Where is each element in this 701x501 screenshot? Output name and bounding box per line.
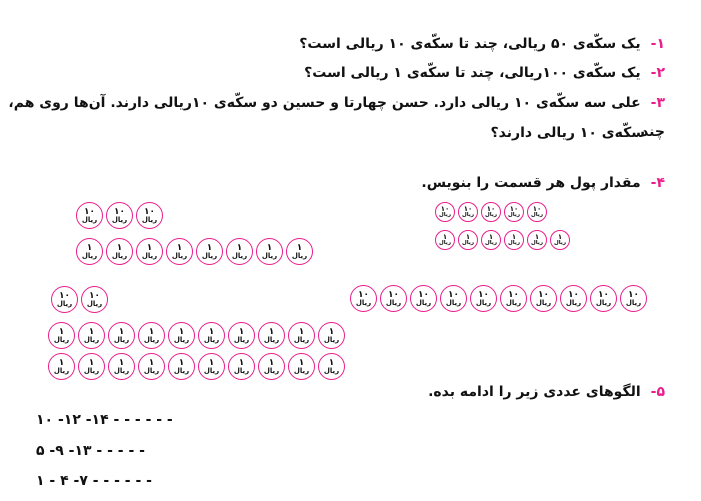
coin-unit: ریال bbox=[263, 366, 280, 375]
coin-unit: ریال bbox=[385, 298, 402, 307]
coin-unit: ریال bbox=[83, 335, 100, 344]
coin-unit: ریال bbox=[263, 335, 280, 344]
question-2 bbox=[304, 59, 665, 88]
question-text: سکّه‌ی ۱۰ ریالی دارند؟ bbox=[490, 125, 645, 141]
coin-unit: ریال bbox=[484, 239, 498, 246]
coin-value: ۱۰ bbox=[598, 289, 609, 300]
coin-1-rial bbox=[226, 238, 253, 265]
coin-unit: ریال bbox=[293, 335, 310, 344]
coin-10-rial bbox=[435, 202, 455, 222]
coin-unit: ریال bbox=[565, 298, 582, 307]
coin-10-rial bbox=[350, 285, 377, 312]
coin-value: ۱ bbox=[236, 242, 243, 253]
coin-10-rial bbox=[458, 202, 478, 222]
coin-value: ۱۰ bbox=[509, 204, 519, 213]
coin-10-rial bbox=[470, 285, 497, 312]
coin-1-rial bbox=[108, 353, 135, 380]
question-number: ۲- bbox=[650, 65, 665, 81]
coin-unit: ریال bbox=[355, 298, 372, 307]
coin-value: ۱۰ bbox=[440, 204, 450, 213]
coin-1-rial bbox=[136, 238, 163, 265]
coin-value: ۱ bbox=[442, 232, 448, 241]
coin-value: ۱ bbox=[116, 242, 123, 253]
coin-1-rial bbox=[258, 353, 285, 380]
coin-value: ۱ bbox=[146, 242, 153, 253]
coin-value: ۱۰ bbox=[388, 289, 399, 300]
coin-1-rial bbox=[288, 353, 315, 380]
coin-unit: ریال bbox=[438, 239, 452, 246]
coin-value: ۱ bbox=[266, 242, 273, 253]
coin-1-rial bbox=[108, 322, 135, 349]
coin-1-rial bbox=[76, 238, 103, 265]
coin-10-rial bbox=[76, 202, 103, 229]
coin-10-rial bbox=[51, 286, 78, 313]
coin-10-rial bbox=[504, 202, 524, 222]
coin-unit: ریال bbox=[323, 335, 340, 344]
coin-10-rial bbox=[136, 202, 163, 229]
coin-value: ۱ bbox=[118, 326, 125, 337]
coin-value: ۱۰ bbox=[568, 289, 579, 300]
question-3-continued bbox=[491, 119, 645, 148]
coin-1-rial bbox=[550, 230, 570, 250]
coin-unit: ریال bbox=[291, 251, 308, 260]
coin-value: ۱ bbox=[118, 357, 125, 368]
coin-value: ۱ bbox=[268, 357, 275, 368]
coin-unit: ریال bbox=[143, 366, 160, 375]
coin-value: ۱ bbox=[148, 357, 155, 368]
coin-unit: ریال bbox=[141, 215, 158, 224]
coin-1-rial bbox=[318, 322, 345, 349]
coin-unit: ریال bbox=[507, 239, 521, 246]
coin-1-rial bbox=[78, 322, 105, 349]
coin-unit: ریال bbox=[261, 251, 278, 260]
coin-10-rial bbox=[380, 285, 407, 312]
question-text: علی سه سکّه‌ی ۱۰ ریالی دارد. حسن چهارتا و حسین دو سکّه‌ی ۱۰ریالی دارند. آن‌ها روی هم، چند bbox=[8, 95, 665, 140]
coin-10-rial bbox=[560, 285, 587, 312]
coin-unit: ریال bbox=[461, 211, 475, 218]
coin-unit: ریال bbox=[113, 366, 130, 375]
coin-value: ۱۰ bbox=[463, 204, 473, 213]
coin-value: ۱ bbox=[58, 326, 65, 337]
coin-1-rial bbox=[527, 230, 547, 250]
coin-unit: ریال bbox=[233, 335, 250, 344]
coin-value: ۱ bbox=[238, 326, 245, 337]
coin-1-rial bbox=[166, 238, 193, 265]
coin-value: ۱ bbox=[238, 357, 245, 368]
coin-1-rial bbox=[138, 353, 165, 380]
coin-value: ۱ bbox=[176, 242, 183, 253]
coin-10-rial bbox=[527, 202, 547, 222]
coin-unit: ریال bbox=[505, 298, 522, 307]
coin-unit: ریال bbox=[171, 251, 188, 260]
coin-10-rial bbox=[410, 285, 437, 312]
coin-10-rial bbox=[500, 285, 527, 312]
coin-value: ۱۰ bbox=[486, 204, 496, 213]
coin-unit: ریال bbox=[530, 239, 544, 246]
coin-1-rial bbox=[228, 322, 255, 349]
coin-unit: ریال bbox=[323, 366, 340, 375]
coin-value: ۱ bbox=[328, 357, 335, 368]
question-text: الگوهای عددی زیر را ادامه بده. bbox=[428, 384, 641, 400]
coin-1-rial bbox=[48, 322, 75, 349]
coin-value: ۱۰ bbox=[532, 204, 542, 213]
coin-unit: ریال bbox=[53, 335, 70, 344]
coin-value: ۱ bbox=[268, 326, 275, 337]
coin-10-rial bbox=[590, 285, 617, 312]
coins-group-c-tens bbox=[51, 286, 108, 313]
coin-value: ۱ bbox=[206, 242, 213, 253]
coin-1-rial bbox=[256, 238, 283, 265]
coin-1-rial bbox=[258, 322, 285, 349]
coin-1-rial bbox=[168, 322, 195, 349]
coin-1-rial bbox=[435, 230, 455, 250]
coin-value: ۱۰ bbox=[448, 289, 459, 300]
coin-value: ۱ bbox=[88, 326, 95, 337]
coin-value: ۱۰ bbox=[418, 289, 429, 300]
coin-10-rial bbox=[106, 202, 133, 229]
coin-unit: ریال bbox=[113, 335, 130, 344]
coin-value: ۱ bbox=[298, 357, 305, 368]
coin-value: ۱۰ bbox=[59, 290, 70, 301]
coin-1-rial bbox=[48, 353, 75, 380]
coin-unit: ریال bbox=[415, 298, 432, 307]
coin-value: ۱۰ bbox=[538, 289, 549, 300]
coin-value: ۱ bbox=[178, 357, 185, 368]
coin-value: ۱ bbox=[208, 357, 215, 368]
coin-value: ۱ bbox=[148, 326, 155, 337]
coin-1-rial bbox=[458, 230, 478, 250]
coin-unit: ریال bbox=[553, 239, 567, 246]
coin-1-rial bbox=[198, 322, 225, 349]
coin-value: ۱۰ bbox=[114, 206, 125, 217]
coin-unit: ریال bbox=[203, 366, 220, 375]
coin-1-rial bbox=[168, 353, 195, 380]
coin-1-rial bbox=[504, 230, 524, 250]
coin-value: ۱۰ bbox=[478, 289, 489, 300]
coin-1-rial bbox=[288, 322, 315, 349]
coin-value: ۱ bbox=[534, 232, 540, 241]
coin-unit: ریال bbox=[507, 211, 521, 218]
coin-unit: ریال bbox=[201, 251, 218, 260]
question-number: ۳- bbox=[650, 95, 665, 111]
coin-value: ۱ bbox=[88, 357, 95, 368]
coin-value: ۱ bbox=[511, 232, 517, 241]
coin-unit: ریال bbox=[143, 335, 160, 344]
coin-unit: ریال bbox=[530, 211, 544, 218]
coin-unit: ریال bbox=[475, 298, 492, 307]
question-text: مقدار پول هر قسمت را بنویس. bbox=[421, 175, 641, 191]
question-1 bbox=[299, 30, 665, 59]
coins-group-c-ones-row2 bbox=[48, 353, 345, 380]
coin-unit: ریال bbox=[203, 335, 220, 344]
coin-1-rial bbox=[318, 353, 345, 380]
coins-group-b-ones bbox=[435, 230, 570, 250]
number-pattern-3: ۱ - ۴ -۷ - - - - - - bbox=[36, 473, 152, 489]
coin-unit: ریال bbox=[86, 299, 103, 308]
coin-unit: ریال bbox=[535, 298, 552, 307]
coins-group-d-tens bbox=[350, 285, 647, 312]
coin-unit: ریال bbox=[83, 366, 100, 375]
coin-10-rial bbox=[481, 202, 501, 222]
coin-1-rial bbox=[196, 238, 223, 265]
coin-1-rial bbox=[78, 353, 105, 380]
coin-value: ۱۰ bbox=[358, 289, 369, 300]
question-number: ۴- bbox=[650, 175, 665, 191]
coins-group-c-ones-row1 bbox=[48, 322, 345, 349]
question-number: ۵- bbox=[650, 384, 665, 400]
coin-unit: ریال bbox=[173, 366, 190, 375]
coin-unit: ریال bbox=[53, 366, 70, 375]
coin-value: ۱ bbox=[178, 326, 185, 337]
coins-group-a-tens bbox=[76, 202, 163, 229]
question-text: یک سکّه‌ی ۱۰۰ریالی، چند تا سکّه‌ی ۱ ریالی است؟ bbox=[304, 65, 641, 81]
coin-unit: ریال bbox=[233, 366, 250, 375]
coin-unit: ریال bbox=[595, 298, 612, 307]
coin-unit: ریال bbox=[56, 299, 73, 308]
coin-value: ۱۰ bbox=[628, 289, 639, 300]
coin-1-rial bbox=[198, 353, 225, 380]
coin-unit: ریال bbox=[438, 211, 452, 218]
coin-value: ۱۰ bbox=[508, 289, 519, 300]
coin-value: ۱ bbox=[296, 242, 303, 253]
coin-value: ۱۰ bbox=[144, 206, 155, 217]
coin-value: ۱۰ bbox=[84, 206, 95, 217]
question-number: ۱- bbox=[650, 36, 665, 52]
coin-value: ۱ bbox=[208, 326, 215, 337]
coin-value: ۱ bbox=[86, 242, 93, 253]
coin-unit: ریال bbox=[484, 211, 498, 218]
coin-1-rial bbox=[138, 322, 165, 349]
coin-value: ۱ bbox=[298, 326, 305, 337]
coins-group-b-tens bbox=[435, 202, 547, 222]
coin-value: ۱ bbox=[465, 232, 471, 241]
question-5 bbox=[428, 378, 665, 407]
coins-group-a-ones bbox=[76, 238, 313, 265]
number-pattern-1: ۱۰ -۱۲ -۱۴ - - - - - - bbox=[36, 412, 173, 428]
coin-unit: ریال bbox=[141, 251, 158, 260]
coin-unit: ریال bbox=[81, 251, 98, 260]
number-pattern-2: ۵ -۹ -۱۳ - - - - - bbox=[36, 443, 145, 459]
coin-unit: ریال bbox=[445, 298, 462, 307]
coin-value: ۱ bbox=[488, 232, 494, 241]
coin-value: ۱ bbox=[58, 357, 65, 368]
coin-10-rial bbox=[530, 285, 557, 312]
coin-1-rial bbox=[481, 230, 501, 250]
coin-10-rial bbox=[81, 286, 108, 313]
coin-1-rial bbox=[228, 353, 255, 380]
coin-unit: ریال bbox=[81, 215, 98, 224]
coin-10-rial bbox=[440, 285, 467, 312]
coin-unit: ریال bbox=[173, 335, 190, 344]
coin-1-rial bbox=[286, 238, 313, 265]
coin-unit: ریال bbox=[111, 215, 128, 224]
coin-10-rial bbox=[620, 285, 647, 312]
coin-value: ۱۰ bbox=[89, 290, 100, 301]
coin-unit: ریال bbox=[111, 251, 128, 260]
coin-value: ۱ bbox=[557, 232, 563, 241]
coin-unit: ریال bbox=[293, 366, 310, 375]
coin-1-rial bbox=[106, 238, 133, 265]
coin-value: ۱ bbox=[328, 326, 335, 337]
question-4 bbox=[421, 169, 665, 198]
coin-unit: ریال bbox=[461, 239, 475, 246]
coin-unit: ریال bbox=[625, 298, 642, 307]
coin-unit: ریال bbox=[231, 251, 248, 260]
question-text: یک سکّه‌ی ۵۰ ریالی، چند تا سکّه‌ی ۱۰ ریالی است؟ bbox=[299, 36, 641, 52]
